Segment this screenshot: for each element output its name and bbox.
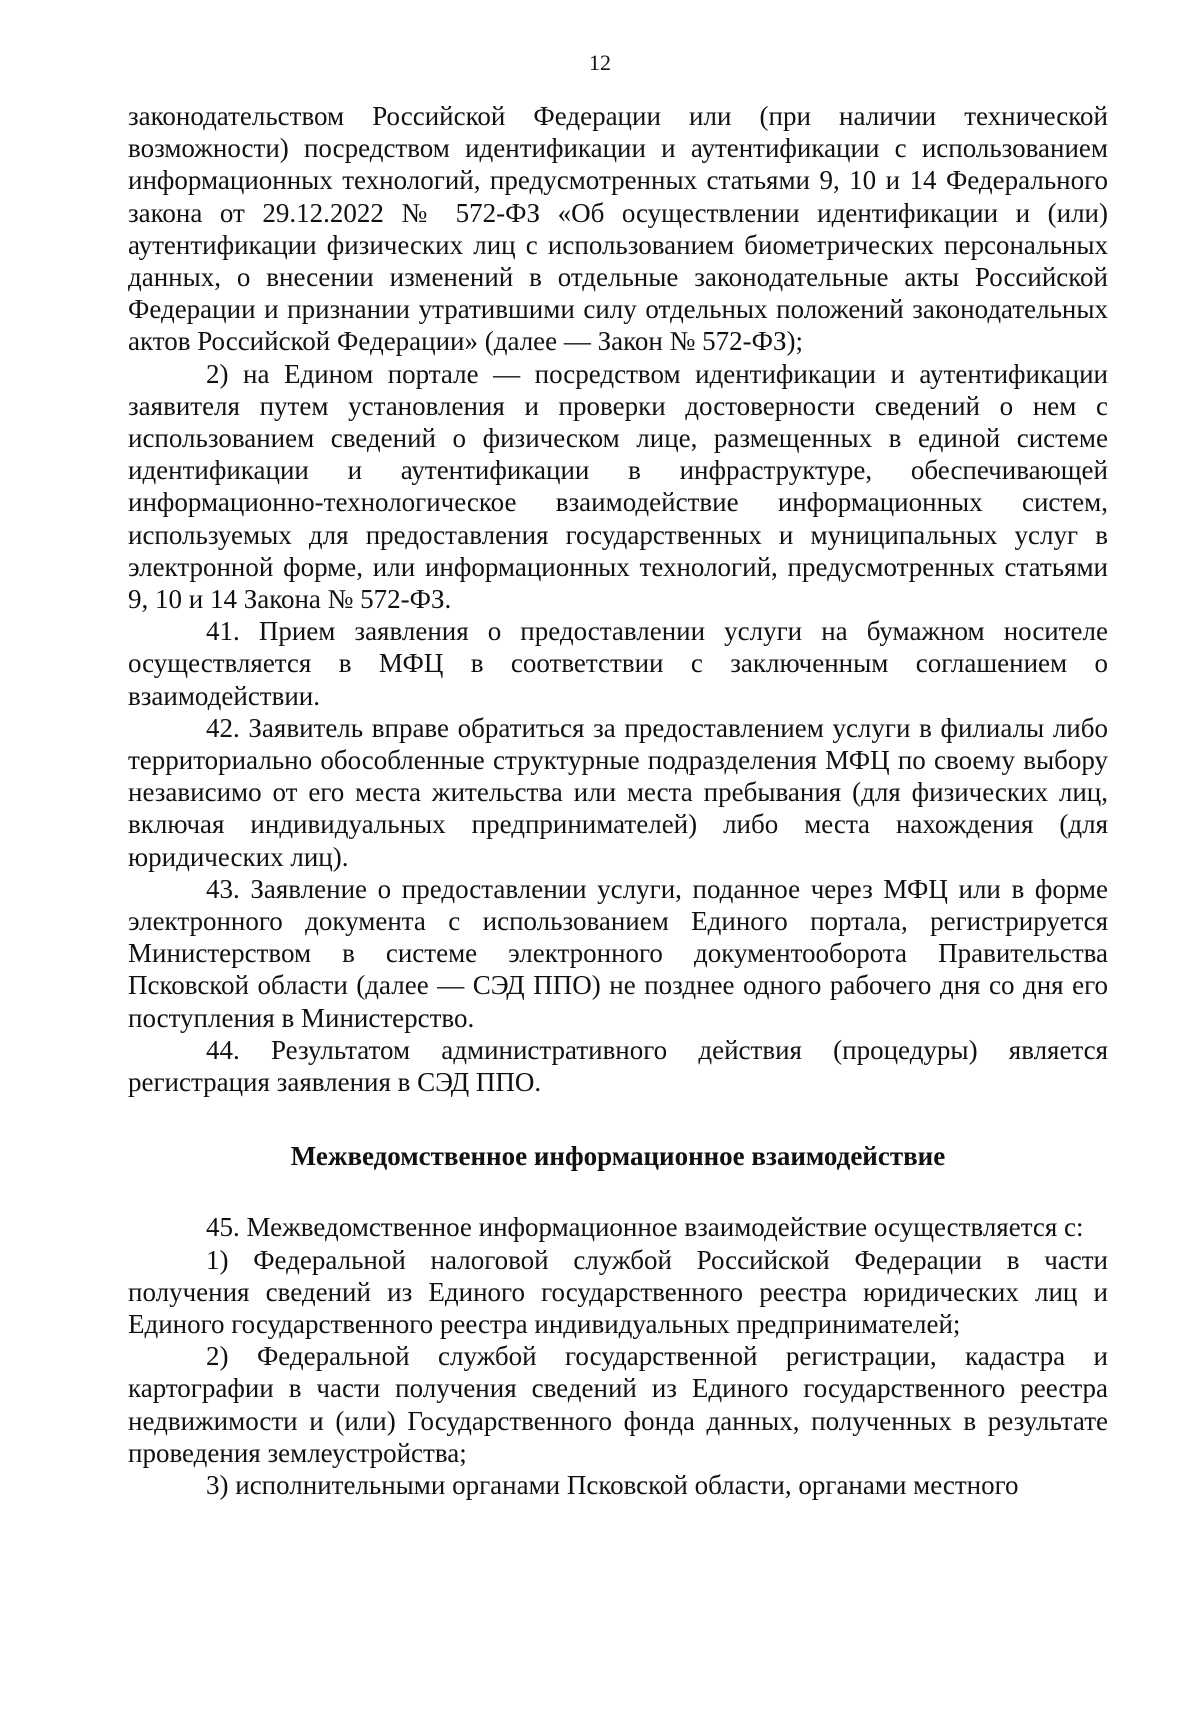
paragraph-45-item-1: 1) Федеральной налоговой службой Российской Федерации в части получения сведений из Единого государственного реестра юридических лиц и Единого государственного реестра индивидуальных предпринимателей; (128, 1244, 1108, 1339)
document-body (128, 100, 1108, 1501)
paragraph-45-item-2: 2) Федеральной службой государственной регистрации, кадастра и картографии в части получения сведений из Единого государственного реестра недвижимости и (или) Государственного фонда данных, полученных в результате проведения землеустройства; (128, 1341, 1108, 1468)
section-heading: Межведомственное информационное взаимодействие (290, 1141, 946, 1172)
paragraph-44: 44. Результатом административного действия (процедуры) является регистрация заявления в СЭД ППО. (128, 1034, 1108, 1098)
page-number: 12 (589, 50, 611, 75)
paragraph-45-item-3: 3) исполнительными органами Псковской области, органами местного (206, 1469, 1019, 1500)
paragraph-item-2: 2) на Едином портале — посредством идентификации и аутентификации заявителя путем установления и проверки достоверности сведений о нем с использованием сведений о физическом лице, размещенных в единой системе идентификации и аутентификации в инфраструктуре, обеспечивающей информационно-технологическое взаимодействие информационных систем, используемых для предоставления государственных и муниципальных услуг в электронной форме, или информационных технологий, предусмотренных статьями 9, 10 и 14 Закона № 572-ФЗ. (128, 358, 1108, 615)
paragraph-continuation: законодательством Российской Федерации или (при наличии технической возможности) посредством идентификации и аутентификации с использованием информационных технологий, предусмотренных статьями 9, 10 и 14 Федерального закона от 29.12.2022 № 572-ФЗ «Об осуществлении идентификации и (или) аутентификации физических лиц с использованием биометрических персональных данных, о внесении изменений в отдельные законодательные акты Российской Федерации и признании утратившими силу отдельных положений законодательных актов Российской Федерации» (далее — Закон № 572-ФЗ); (128, 101, 1108, 357)
paragraph-41: 41. Прием заявления о предоставлении услуги на бумажном носителе осуществляется в МФЦ в соответствии с заключенным соглашением о взаимодействии. (128, 616, 1108, 711)
paragraph-42: 42. Заявитель вправе обратиться за предоставлением услуги в филиалы либо территориально обособленные структурные подразделения МФЦ по своему выбору независимо от его места жительства или места пребывания (для физических лиц, включая индивидуальных предпринимателей) либо места нахождения (для юридических лиц). (128, 712, 1108, 872)
paragraph-43: 43. Заявление о предоставлении услуги, поданное через МФЦ или в форме электронного документа с использованием Единого портала, регистрируется Министерством в системе электронного документооборота Правительства Псковской области (далее — СЭД ППО) не позднее одного рабочего дня со дня его поступления в Министерство. (128, 873, 1108, 1033)
paragraph-45: 45. Межведомственное информационное взаимодействие осуществляется с: (206, 1212, 1084, 1243)
